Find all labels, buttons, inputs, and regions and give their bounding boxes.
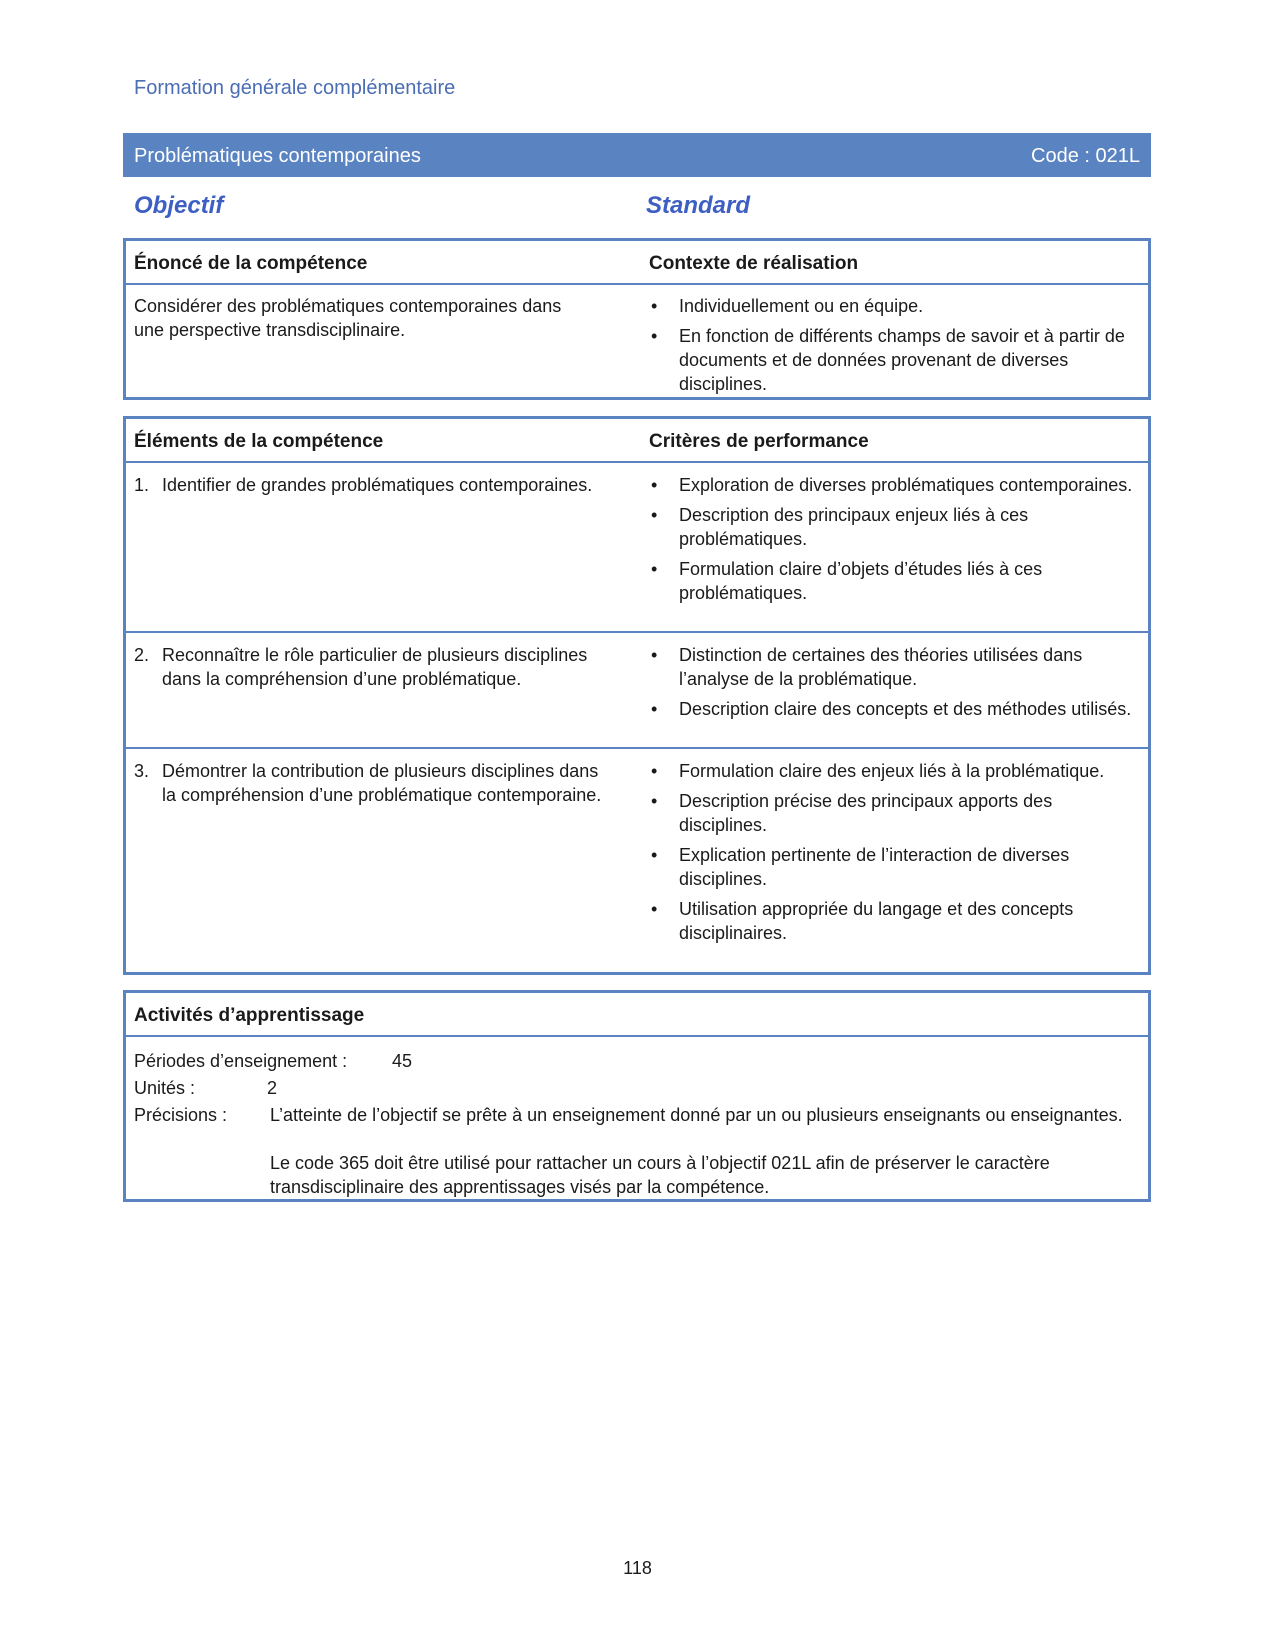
- criterion-item: • Formulation claire d’objets d’études liés à ces problématiques.: [649, 557, 1139, 605]
- competence-box: [123, 238, 1151, 400]
- criterion-item: • Utilisation appropriée du langage et des concepts disciplinaires.: [649, 897, 1139, 945]
- criterion-item: • Description précise des principaux apports des disciplines.: [649, 789, 1139, 837]
- precisions-label: Précisions :: [134, 1105, 228, 1125]
- element-text: Démontrer la contribution de plusieurs disciplines dans la compréhension d’une problématique contemporaine.: [162, 761, 602, 805]
- context-item: • En fonction de différents champs de savoir et à partir de documents et de données provenant de diverses disciplines.: [649, 324, 1129, 396]
- criteria-list: [649, 473, 1139, 611]
- precisions-line: [134, 1103, 1144, 1195]
- context-header: Contexte de réalisation: [649, 253, 859, 274]
- activities-header: [126, 993, 1148, 1037]
- criteria-list: [649, 759, 1139, 951]
- context-item: • Individuellement ou en équipe.: [649, 294, 1129, 318]
- element-number: 2.: [134, 645, 150, 665]
- criteria-list: [649, 643, 1139, 727]
- criterion-item: • Formulation claire des enjeux liés à la problématique.: [649, 759, 1139, 783]
- activities-header-label: Activités d’apprentissage: [134, 1005, 365, 1026]
- element-number: 3.: [134, 761, 150, 781]
- statement-text: Considérer des problématiques contemporaines dans une perspective transdisciplinaire.: [134, 296, 562, 340]
- precision-text: Le code 365 doit être utilisé pour rattacher un cours à l’objectif 021L afin de préserver le caractère transdisciplinaire des apprentissages visés par la compétence.: [270, 1153, 1050, 1197]
- element-text: Reconnaître le rôle particulier de plusieurs disciplines dans la compréhension d’une problématique.: [162, 645, 588, 689]
- criterion-item: • Description claire des concepts et des méthodes utilisés.: [649, 697, 1139, 721]
- element-text: Identifier de grandes problématiques contemporaines.: [162, 475, 593, 495]
- activities-box: [123, 990, 1151, 1202]
- criterion-item: • Distinction de certaines des théories utilisées dans l’analyse de la problématique.: [649, 643, 1139, 691]
- criterion-item: • Description des principaux enjeux liés à ces problématiques.: [649, 503, 1139, 551]
- periods-label: Périodes d’enseignement :: [134, 1051, 348, 1071]
- criterion-item: • Explication pertinente de l’interaction de diverses disciplines.: [649, 843, 1139, 891]
- table-row: [126, 463, 1148, 633]
- course-name: Problématiques contemporaines: [134, 145, 421, 167]
- units-value: 2: [267, 1078, 278, 1098]
- element-item: [134, 759, 614, 807]
- page-number: 118: [623, 1558, 652, 1578]
- competence-header: [126, 241, 1148, 285]
- element-item: [134, 473, 614, 497]
- course-banner: [123, 133, 1151, 177]
- standard-heading: Standard: [646, 192, 751, 219]
- objective-heading: Objectif: [134, 192, 224, 219]
- criteria-header-label: Critères de performance: [649, 431, 869, 452]
- criterion-item: • Exploration de diverses problématiques contemporaines.: [649, 473, 1139, 497]
- periods-value: 45: [392, 1051, 413, 1071]
- elements-header-label: Éléments de la compétence: [134, 431, 384, 452]
- element-item: [134, 643, 614, 691]
- context-list: [649, 294, 1129, 402]
- elements-table: [123, 416, 1151, 975]
- program-title: Formation générale complémentaire: [134, 77, 456, 99]
- units-label: Unités :: [134, 1078, 196, 1098]
- table-row: [126, 749, 1148, 969]
- precision-text: L’atteinte de l’objectif se prête à un enseignement donné par un ou plusieurs enseignants ou enseignantes.: [270, 1105, 1123, 1125]
- table-row: [126, 633, 1148, 749]
- statement-header: Énoncé de la compétence: [134, 253, 368, 274]
- elements-header: [126, 419, 1148, 463]
- element-number: 1.: [134, 475, 150, 495]
- course-code: Code : 021L: [1031, 145, 1140, 167]
